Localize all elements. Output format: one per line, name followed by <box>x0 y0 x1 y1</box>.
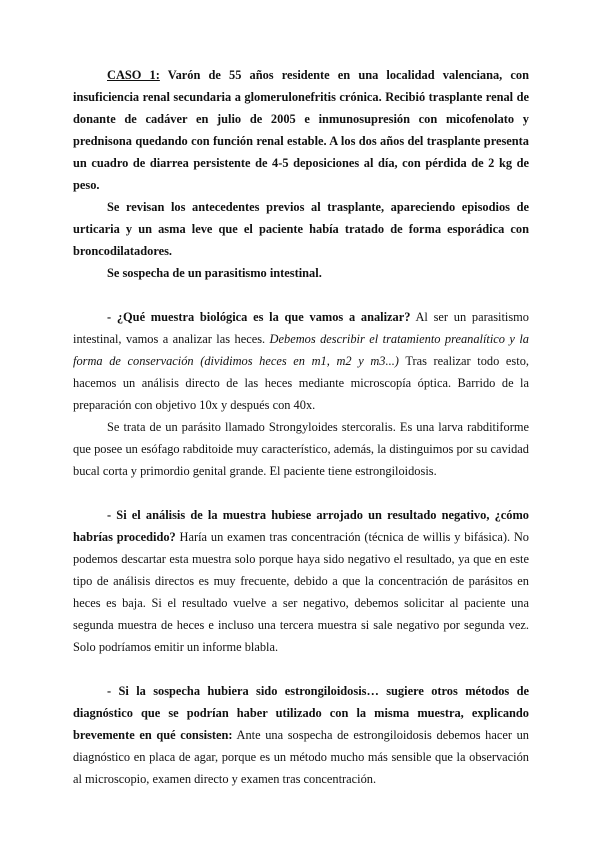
case-text: Varón de 55 años residente en una localidad valenciana, con insuficiencia renal secundaria a glomerulonefritis crónica. Recibió trasplante renal de donante de cadáver en julio de 2005 e inmunosupresión con micofenolato y prednisona quedando con función renal estable. A los dos años del trasplante presenta un cuadro de diarrea persistente de 4-5 deposiciones al día, con pérdida de 2 kg de peso. <box>73 68 529 192</box>
answer-1-b: Tras realizar todo esto, hacemos un análisis directo de las heces mediante microscopía óptica. Barrido de la preparación con objetivo 10x y después con 40x. <box>73 354 529 412</box>
document-body <box>73 64 529 790</box>
history-paragraph: Se revisan los antecedentes previos al trasplante, apareciendo episodios de urticaria y un asma leve que el paciente había tratado de forma esporádica con broncodilatadores. <box>73 200 529 258</box>
answer-1-a: Al ser un parasitismo intestinal, vamos a analizar las heces. <box>73 310 529 346</box>
case-label: CASO 1: <box>107 68 160 82</box>
suspicion-paragraph: Se sospecha de un parasitismo intestinal. <box>107 266 322 280</box>
case-paragraph <box>73 64 529 196</box>
answer-1-followup: Se trata de un parásito llamado Strongyloides stercoralis. Es una larva rabditiforme que posee un esófago rabditoide muy característico, además, la distinguimos por su cavidad bucal corta y primordio genital grande. El paciente tiene estrongiloidosis. <box>73 420 529 478</box>
answer-1-italic: Debemos describir el tratamiento preanalítico y la forma de conservación (dividimos heces en m1, m2 y m3...) <box>73 332 529 368</box>
question-1-paragraph <box>73 306 529 416</box>
question-3: - Si la sospecha hubiera sido estrongiloidosis… sugiere otros métodos de diagnóstico que se podrían haber utilizado con la misma muestra, explicando brevemente en qué consisten: <box>73 684 529 742</box>
question-2: - Si el análisis de la muestra hubiese arrojado un resultado negativo, ¿cómo habrías procedido? <box>73 508 529 544</box>
answer-2: Haría un examen tras concentración (técnica de willis y bifásica). No podemos descartar esta muestra solo porque haya sido negativo el resultado, ya que en este tipo de análisis directos es muy frecuente, debido a que la concentración de parásitos en heces es baja. Si el resultado vuelve a ser negativo, debemos solicitar al paciente una segunda muestra de heces e incluso una tercera muestra si sale negativo por segunda vez. Solo podríamos emitir un informe blabla. <box>73 530 529 654</box>
question-3-paragraph <box>73 680 529 790</box>
question-1: - ¿Qué muestra biológica es la que vamos a analizar? <box>107 310 411 324</box>
question-2-paragraph <box>73 504 529 658</box>
answer-3: Ante una sospecha de estrongiloidosis debemos hacer un diagnóstico en placa de agar, porque es un método mucho más sensible que la observación al microscopio, examen directo y examen tras concentración. <box>73 728 529 786</box>
